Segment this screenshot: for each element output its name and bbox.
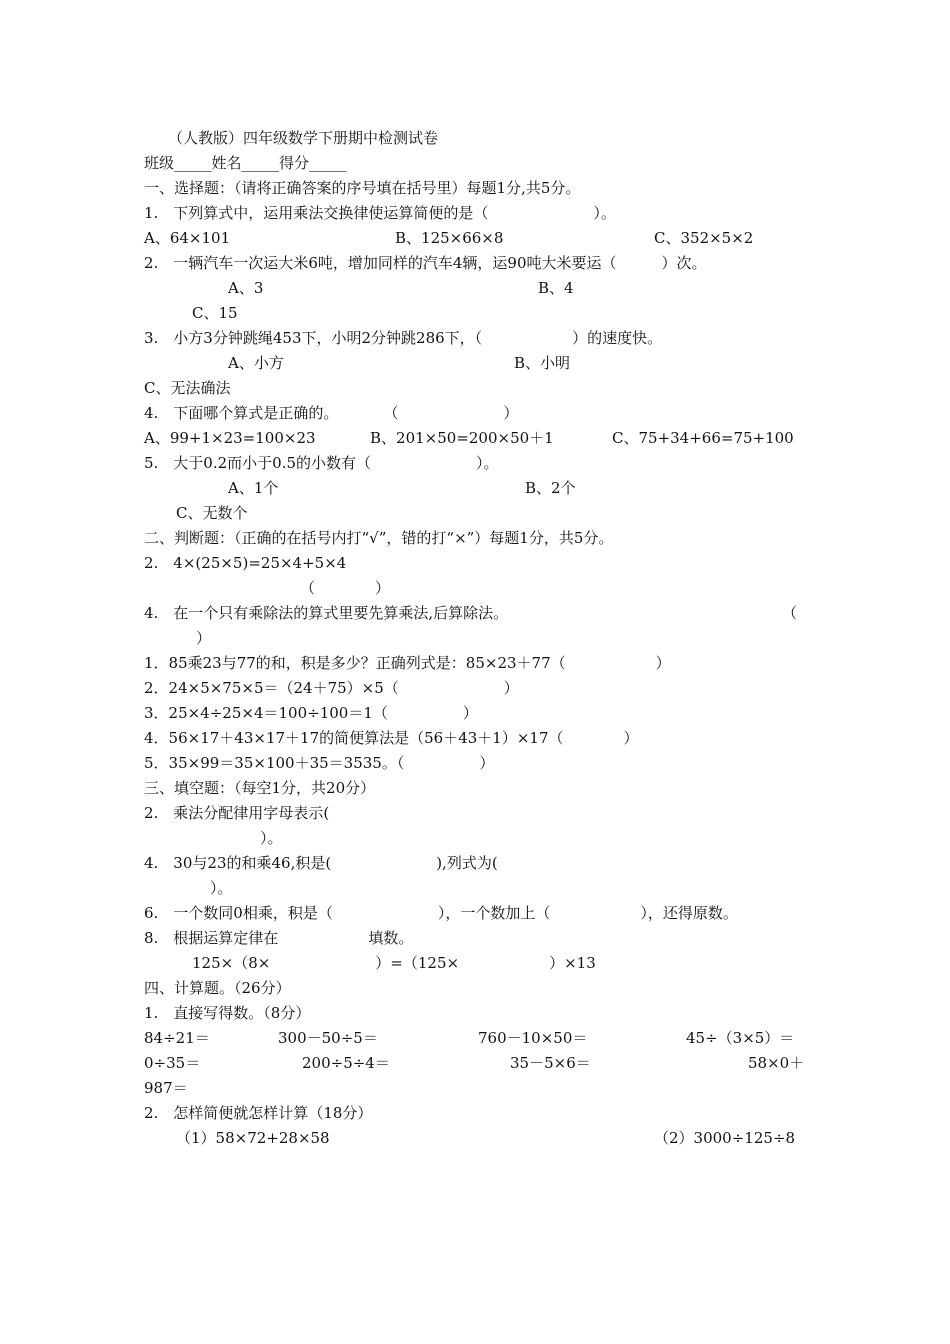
s1-q4-option-a: A、99+1×23=100×23 xyxy=(144,429,316,447)
s4-sub1: 1. 直接写得数。（8分） xyxy=(144,1004,311,1022)
s4-calc1: （1）58×72+28×58 xyxy=(176,1129,330,1147)
s1-q5-option-c: C、无数个 xyxy=(176,504,248,522)
s2-q4-paren-open: （ xyxy=(782,604,798,622)
s4-row1-item2: 300－50÷5＝ xyxy=(278,1029,378,1047)
s2-q2: 2. 4×(25×5)=25×4+5×4 xyxy=(144,554,347,572)
s4-calc2: （2）3000÷125÷8 xyxy=(654,1129,796,1147)
s2-item-1: 1．85乘23与77的和，积是多少？正确列式是：85×23＋77（ ） xyxy=(144,654,671,672)
s1-q1-option-c: C、352×5×2 xyxy=(654,229,754,247)
s4-row2-item1: 0÷35＝ xyxy=(144,1054,201,1072)
s1-q2-option-a: A、3 xyxy=(228,279,264,297)
s1-q1-option-b: B、125×66×8 xyxy=(395,229,504,247)
s4-row1-item1: 84÷21＝ xyxy=(144,1029,210,1047)
s4-row1-item3: 760－10×50＝ xyxy=(478,1029,588,1047)
page-title: （人教版）四年级数学下册期中检测试卷 xyxy=(168,129,439,147)
s3-q8: 8. 根据运算定律在 填数。 xyxy=(144,929,414,947)
s1-q3: 3. 小方3分钟跳绳453下，小明2分钟跳286下，（ ）的速度快。 xyxy=(144,329,663,347)
s2-item-4: 4．56×17＋43×17＋17的简便算法是（56＋43＋1）×17（ ） xyxy=(144,729,639,747)
s3-q6: 6. 一个数同0相乘，积是（ ），一个数加上（ ），还得原数。 xyxy=(144,904,738,922)
s4-sub2: 2. 怎样简便就怎样计算（18分） xyxy=(144,1104,373,1122)
s3-q2: 2. 乘法分配律用字母表示( xyxy=(144,804,330,822)
s1-q1-option-a: A、64×101 xyxy=(144,229,231,247)
s4-row2-item4: 58×0＋ xyxy=(748,1054,805,1072)
s1-q2: 2. 一辆汽车一次运大米6吨，增加同样的汽车4辆，运90吨大米要运（ ）次。 xyxy=(144,254,707,272)
section3-heading: 三、填空题：（每空1分，共20分） xyxy=(144,779,376,797)
s3-q8-expression: 125×（8× ）=（125× ）×13 xyxy=(192,954,596,972)
s1-q1: 1. 下列算式中，运用乘法交换律使运算简便的是（ ）。 xyxy=(144,204,616,222)
s3-q2-end: ）。 xyxy=(260,829,283,847)
s1-q3-option-a: A、小方 xyxy=(228,354,284,372)
s2-q2-answer-paren: （ ） xyxy=(300,579,391,597)
section4-heading: 四、计算题。（26分） xyxy=(144,979,291,997)
s4-row3-item1: 987＝ xyxy=(144,1079,188,1097)
s2-item-2: 2．24×5×75×5＝（24＋75）×5（ ） xyxy=(144,679,519,697)
s1-q2-option-c: C、15 xyxy=(192,304,238,322)
s1-q3-option-b: B、小明 xyxy=(514,354,571,372)
student-info-line: 班级_____姓名_____得分_____ xyxy=(144,154,347,172)
s1-q5-option-b: B、2个 xyxy=(525,479,576,497)
s3-q4: 4. 30与23的和乘46,积是( ),列式为( xyxy=(144,854,498,872)
section2-heading: 二、判断题：（正确的在括号内打“√”，错的打“×”）每题1分，共5分。 xyxy=(144,529,614,547)
s2-q4-paren-close: ） xyxy=(196,629,212,647)
s1-q4-option-b: B、201×50=200×50＋1 xyxy=(370,429,554,447)
s4-row1-item4: 45÷（3×5）＝ xyxy=(686,1029,795,1047)
s1-q3-option-c: C、无法确法 xyxy=(144,379,231,397)
s1-q5: 5. 大于0.2而小于0.5的小数有（ ）。 xyxy=(144,454,499,472)
s1-q2-option-b: B、4 xyxy=(538,279,574,297)
s4-row2-item3: 35－5×6＝ xyxy=(510,1054,591,1072)
s1-q5-option-a: A、1个 xyxy=(228,479,279,497)
s4-row2-item2: 200÷5÷4＝ xyxy=(302,1054,390,1072)
s1-q4: 4. 下面哪个算式是正确的。 （ ） xyxy=(144,404,519,422)
s2-q4: 4. 在一个只有乘除法的算式里要先算乘法,后算除法。 xyxy=(144,604,509,622)
s2-item-3: 3．25×4÷25×4＝100÷100＝1（ ） xyxy=(144,704,478,722)
s2-item-5: 5．35×99＝35×100＋35＝3535。（ ） xyxy=(144,754,495,772)
section1-heading: 一、选择题：（请将正确答案的序号填在括号里）每题1分,共5分。 xyxy=(144,179,581,197)
s3-q4-end: ）。 xyxy=(210,879,233,897)
s1-q4-option-c: C、75+34+66=75+100 xyxy=(612,429,794,447)
